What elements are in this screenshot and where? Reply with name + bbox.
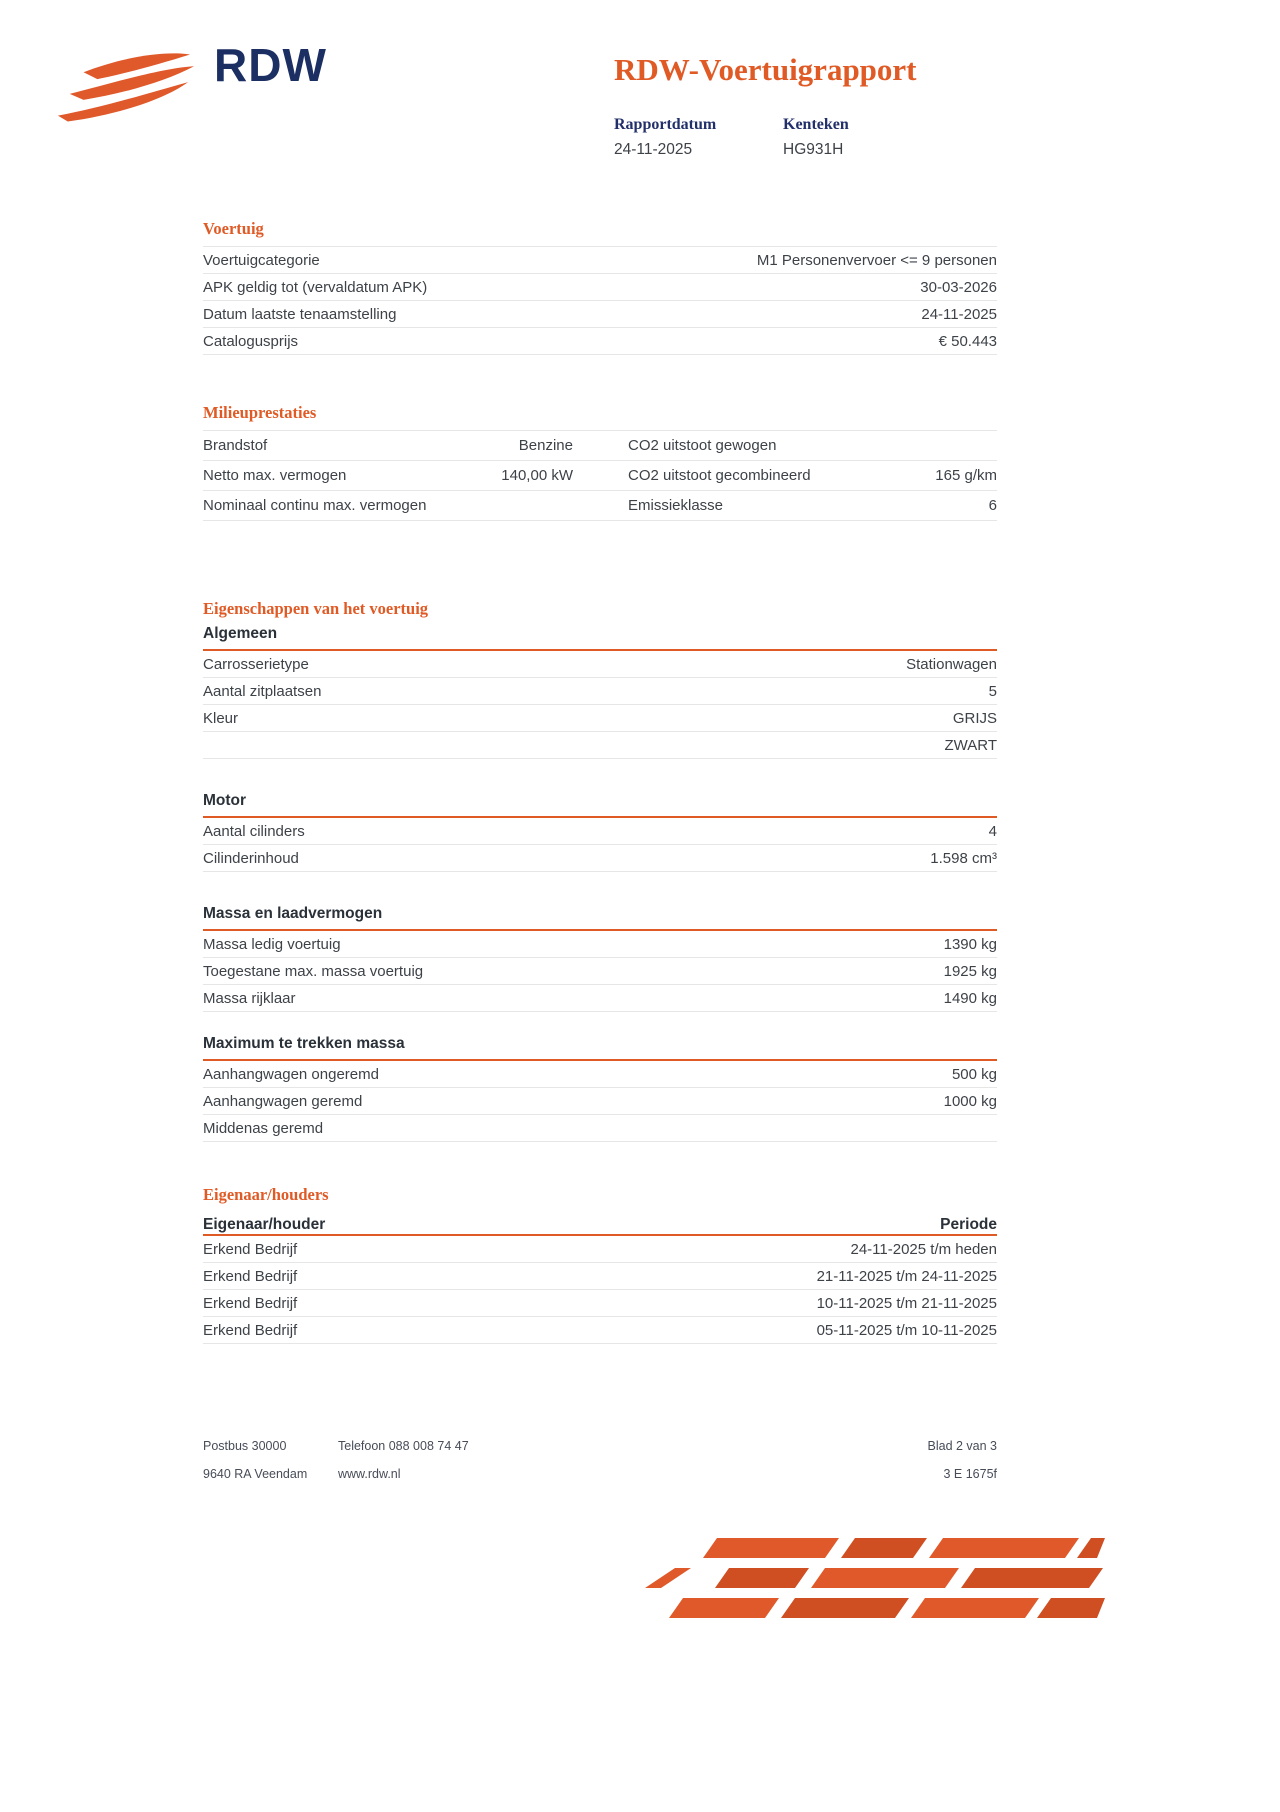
milieu-left-cell bbox=[203, 437, 573, 454]
motor-table bbox=[203, 818, 997, 872]
table-row bbox=[203, 1061, 997, 1088]
field-value: 1925 kg bbox=[943, 962, 997, 980]
field-label: Cilinderinhoud bbox=[203, 849, 299, 867]
owner-name: Erkend Bedrijf bbox=[203, 1267, 298, 1285]
milieu-left-cell bbox=[203, 467, 573, 484]
field-value: M1 Personenvervoer <= 9 personen bbox=[756, 251, 997, 269]
table-row bbox=[203, 931, 997, 958]
field-label: Massa rijklaar bbox=[203, 989, 296, 1007]
field-value: ZWART bbox=[944, 736, 997, 754]
owner-period: 10-11-2025 t/m 21-11-2025 bbox=[816, 1294, 997, 1312]
table-row bbox=[203, 301, 997, 328]
table-row bbox=[203, 958, 997, 985]
trekken-table bbox=[203, 1061, 997, 1142]
spacer bbox=[203, 872, 997, 904]
license-label: Kenteken bbox=[783, 116, 849, 133]
table-row bbox=[203, 732, 997, 759]
owner-period: 21-11-2025 t/m 24-11-2025 bbox=[816, 1267, 997, 1285]
table-row bbox=[203, 1290, 997, 1317]
field-label: Aanhangwagen ongeremd bbox=[203, 1065, 379, 1083]
field-value: GRIJS bbox=[952, 709, 997, 727]
field-label: Carrosserietype bbox=[203, 655, 309, 673]
table-row bbox=[203, 678, 997, 705]
field-label: Kleur bbox=[203, 709, 239, 727]
field-value: 140,00 kW bbox=[501, 467, 573, 484]
milieu-right-cell bbox=[628, 467, 997, 484]
field-value: Benzine bbox=[518, 437, 573, 454]
owner-table bbox=[203, 1236, 997, 1344]
field-label: Middenas geremd bbox=[203, 1119, 324, 1137]
field-label: APK geldig tot (vervaldatum APK) bbox=[203, 278, 428, 296]
license-block bbox=[783, 116, 849, 159]
owner-period: 24-11-2025 t/m heden bbox=[850, 1240, 997, 1258]
algemeen-table bbox=[203, 651, 997, 759]
section-voertuig bbox=[203, 218, 997, 355]
field-value: 30-03-2026 bbox=[920, 278, 997, 296]
field-label: Aanhangwagen geremd bbox=[203, 1092, 363, 1110]
field-label: CO2 uitstoot gecombineerd bbox=[628, 467, 811, 484]
section-eigenaar bbox=[203, 1184, 997, 1344]
field-label: Toegestane max. massa voertuig bbox=[203, 962, 424, 980]
page-footer bbox=[203, 1432, 997, 1488]
table-row bbox=[203, 705, 997, 732]
table-row bbox=[203, 247, 997, 274]
footer-address-line1: Postbus 30000 bbox=[203, 1439, 287, 1453]
voertuig-table bbox=[203, 246, 997, 355]
field-label: Voertuigcategorie bbox=[203, 251, 320, 269]
subsection-heading-motor: Motor bbox=[203, 791, 997, 818]
field-value: € 50.443 bbox=[938, 332, 997, 350]
table-row bbox=[203, 1088, 997, 1115]
field-value: 4 bbox=[988, 822, 997, 840]
table-row bbox=[203, 985, 997, 1012]
owner-name: Erkend Bedrijf bbox=[203, 1321, 298, 1339]
table-row bbox=[203, 328, 997, 355]
table-row bbox=[203, 274, 997, 301]
owner-table-header bbox=[203, 1210, 997, 1236]
table-row bbox=[203, 1263, 997, 1290]
table-row bbox=[203, 1317, 997, 1344]
field-value: Stationwagen bbox=[906, 655, 997, 673]
field-value: 1000 kg bbox=[943, 1092, 997, 1110]
report-date-block bbox=[614, 116, 783, 159]
footer-pagination bbox=[928, 1432, 998, 1488]
table-row bbox=[203, 491, 997, 521]
section-heading: Voertuig bbox=[203, 219, 264, 238]
field-value: 5 bbox=[988, 682, 997, 700]
field-label: CO2 uitstoot gewogen bbox=[628, 437, 777, 454]
owner-name: Erkend Bedrijf bbox=[203, 1240, 298, 1258]
milieu-right-cell bbox=[628, 437, 997, 454]
milieu-table bbox=[203, 430, 997, 521]
section-milieu bbox=[203, 402, 997, 521]
massa-table bbox=[203, 931, 997, 1012]
field-label: Nominaal continu max. vermogen bbox=[203, 497, 427, 514]
field-label: Brandstof bbox=[203, 437, 268, 454]
report-meta bbox=[614, 116, 849, 159]
field-label: Aantal cilinders bbox=[203, 822, 305, 840]
section-eigenschappen bbox=[203, 598, 997, 1142]
field-value: 500 kg bbox=[951, 1065, 997, 1083]
table-row bbox=[203, 461, 997, 491]
footer-address-line2: 9640 RA Veendam bbox=[203, 1467, 308, 1481]
subsection-heading-trekken: Maximum te trekken massa bbox=[203, 1034, 997, 1061]
stripes-graphic-icon bbox=[645, 1538, 1105, 1625]
section-heading: Eigenschappen van het voertuig bbox=[203, 599, 429, 618]
table-row bbox=[203, 431, 997, 461]
field-value: 165 g/km bbox=[935, 467, 997, 484]
field-value: 1.598 cm³ bbox=[930, 849, 997, 867]
field-label: Aantal zitplaatsen bbox=[203, 682, 322, 700]
rdw-wing-icon bbox=[50, 40, 198, 139]
owner-period: 05-11-2025 t/m 10-11-2025 bbox=[816, 1321, 997, 1339]
footer-phone: Telefoon 088 008 74 47 bbox=[338, 1439, 469, 1453]
section-heading: Eigenaar/houders bbox=[203, 1185, 329, 1204]
footer-form-code: 3 E 1675f bbox=[943, 1467, 997, 1481]
field-label: Massa ledig voertuig bbox=[203, 935, 341, 953]
milieu-right-cell bbox=[628, 497, 997, 514]
table-row bbox=[203, 818, 997, 845]
field-value: 6 bbox=[988, 497, 997, 514]
logo-text: RDW bbox=[214, 39, 327, 91]
milieu-left-cell bbox=[203, 497, 573, 514]
table-row bbox=[203, 845, 997, 872]
owner-name: Erkend Bedrijf bbox=[203, 1294, 298, 1312]
table-row bbox=[203, 651, 997, 678]
field-value: 24-11-2025 bbox=[921, 305, 997, 323]
field-label: Emissieklasse bbox=[628, 497, 724, 514]
field-label: Netto max. vermogen bbox=[203, 467, 347, 484]
column-header-owner: Eigenaar/houder bbox=[203, 1216, 326, 1233]
license-value: HG931H bbox=[783, 141, 844, 158]
field-label: Datum laatste tenaamstelling bbox=[203, 305, 397, 323]
footer-contact bbox=[338, 1432, 928, 1488]
footer-address bbox=[203, 1432, 338, 1488]
table-row bbox=[203, 1115, 997, 1142]
section-heading: Milieuprestaties bbox=[203, 403, 317, 422]
rdw-logo bbox=[50, 40, 327, 139]
field-value: 1490 kg bbox=[943, 989, 997, 1007]
column-header-period: Periode bbox=[940, 1216, 997, 1233]
subsection-heading-massa: Massa en laadvermogen bbox=[203, 904, 997, 931]
field-value: 1390 kg bbox=[943, 935, 997, 953]
spacer bbox=[203, 1012, 997, 1034]
footer-page-number: Blad 2 van 3 bbox=[927, 1439, 997, 1453]
footer-website: www.rdw.nl bbox=[338, 1467, 401, 1481]
report-date-label: Rapportdatum bbox=[614, 116, 717, 133]
field-label: Catalogusprijs bbox=[203, 332, 299, 350]
report-date-value: 24-11-2025 bbox=[614, 141, 693, 158]
subsection-heading-algemeen: Algemeen bbox=[203, 624, 997, 651]
spacer bbox=[203, 759, 997, 791]
page-title: RDW-Voertuigrapport bbox=[614, 52, 917, 87]
table-row bbox=[203, 1236, 997, 1263]
